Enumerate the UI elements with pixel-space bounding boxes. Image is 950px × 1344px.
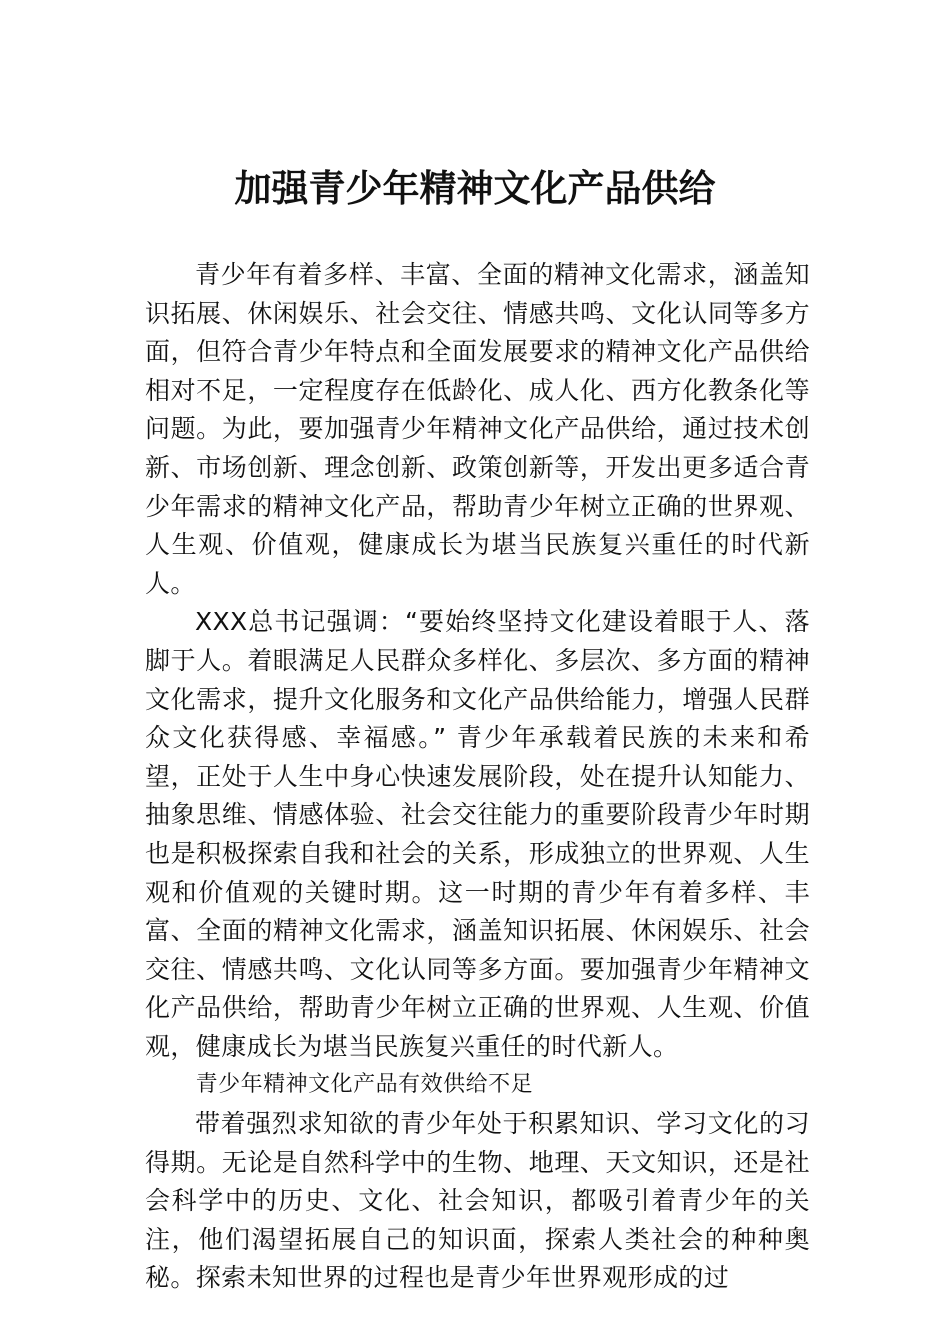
body-paragraph-3: 带着强烈求知欲的青少年处于积累知识、学习文化的习得期。无论是自然科学中的生物、地理、天文知识，还是社会科学中的历史、文化、社会知识，都吸引着青少年的关注，他们渴望拓展自己的知识面，探索人类社会的种种奥秘。探索未知世界的过程也是青少年世界观形成的过 <box>145 1109 810 1293</box>
section-heading: 青少年精神文化产品有效供给不足 <box>195 1072 534 1098</box>
body-paragraph-1: 青少年有着多样、丰富、全面的精神文化需求，涵盖知识拓展、休闲娱乐、社会交往、情感共鸣、文化认同等多方面，但符合青少年特点和全面发展要求的精神文化产品供给相对不足，一定程度存在低龄化、成人化、西方化教条化等问题。为此，要加强青少年精神文化产品供给，通过技术创新、市场创新、理念创新、政策创新等，开发出更多适合青少年需求的精神文化产品，帮助青少年树立正确的世界观、人生观、价值观，健康成长为堪当民族复兴重任的时代新人。 <box>145 260 810 598</box>
body-paragraph-2: XXX总书记强调：“要始终坚持文化建设着眼于人、落脚于人。着眼满足人民群众多样化、多层次、多方面的精神文化需求，提升文化服务和文化产品供给能力，增强人民群众文化获得感、幸福感。” 青少年承载着民族的未来和希望，正处于人生中身心快速发展阶段，处在提升认知能力、抽象思维、情感体验、社会交往能力的重要阶段青少年时期也是积极探索自我和社会的关系，形成独立的世界观、人生观和价值观的关键时期。这一时期的青少年有着多样、丰富、全面的精神文化需求，涵盖知识拓展、休闲娱乐、社会交往、情感共鸣、文化认同等多方面。要加强青少年精神文化产品供给，帮助青少年树立正确的世界观、人生观、价值观，健康成长为堪当民族复兴重任的时代新人。 <box>145 607 810 1061</box>
document-body <box>145 256 810 1298</box>
document-title: 加强青少年精神文化产品供给 <box>234 167 716 210</box>
